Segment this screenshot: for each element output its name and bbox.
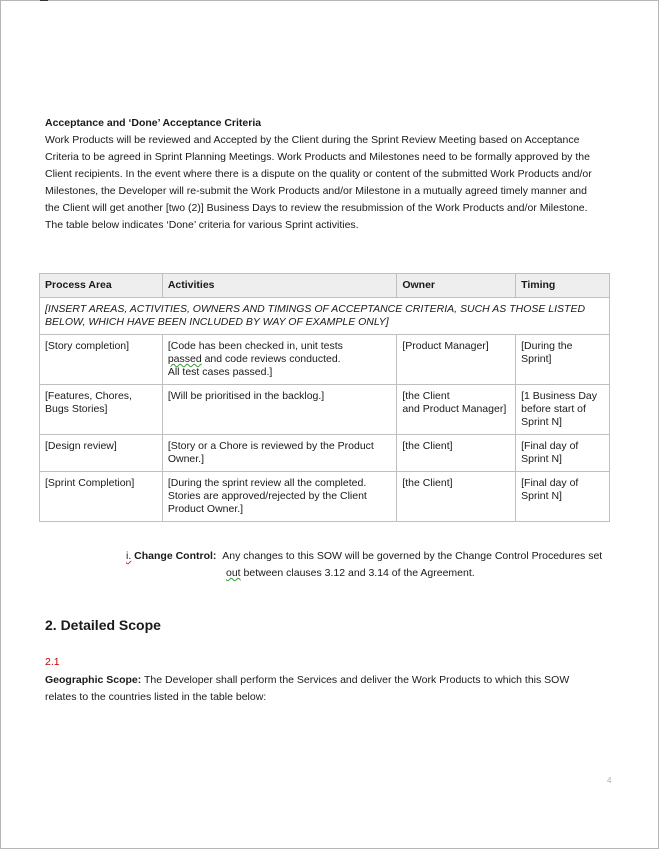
activities-cell [162,335,397,385]
cell-line: [During the [521,340,573,352]
table-header-row [40,274,610,298]
cell-line: [Story or a Chore is reviewed by the Product [167,440,374,452]
cell-line: Stories are approved/rejected by the Client [167,490,367,502]
acceptance-heading: Acceptance and ‘Done’ Acceptance Criteria [45,117,262,129]
area-cell: [Features, Chores, Bugs Stories] [40,385,163,435]
geographic-scope-label: Geographic Scope: [45,674,142,686]
geographic-scope-text: The Developer shall perform the Services and deliver the Work Products to which this SOW [141,674,570,686]
cell-line: [1 Business Day [521,390,597,402]
cell-line-rest: and code reviews conducted. [201,353,341,365]
subsection-number: 2.1 [45,656,60,668]
timing-cell [516,472,610,522]
table-row [40,335,610,385]
cell-line: [Will be prioritised in the backlog.] [167,390,325,402]
detailed-scope-heading: 2. Detailed Scope [45,617,161,633]
paragraph-line [45,672,605,689]
table-row [40,435,610,472]
area-cell: [Design review] [40,435,163,472]
timing-cell [516,385,610,435]
owner-cell [397,385,516,435]
change-control-text: Any changes to this SOW will be governed by the Change Control Procedures set [222,550,603,562]
corner-mark [40,0,48,1]
paragraph-line: relates to the countries listed in the table below: [45,691,267,703]
acceptance-paragraph [45,132,615,234]
cell-line: All test cases passed.] [167,366,273,378]
header-owner: Owner [397,274,516,298]
paragraph-line: Milestones, the Developer will re-submit the Work Products and/or Milestone in a mutually agreed timely manner and [45,185,587,197]
instruction-row [40,298,610,335]
done-criteria-table [39,273,610,522]
cell-line: [Final day of [521,440,579,452]
cell-line-marked: passed [167,353,202,365]
cell-line: Sprint N] [521,453,562,465]
activities-cell [162,435,397,472]
owner-cell [397,335,516,385]
change-control-line [126,548,616,565]
cell-line: Sprint N] [521,416,562,428]
header-process-area: Process Area [40,274,163,298]
cell-line: [the Client] [402,477,453,489]
table-row [40,472,610,522]
cell-line [168,353,392,366]
cell-line: Sprint N] [521,490,562,502]
owner-cell [397,472,516,522]
paragraph-line: Work Products will be reviewed and Accepted by the Client during the Sprint Review Meeting based on Acceptance [45,134,580,146]
area-cell: [Sprint Completion] [40,472,163,522]
acceptance-section [45,115,615,234]
table-row [40,385,610,435]
owner-cell [397,435,516,472]
cell-line: Product Owner.] [167,503,244,515]
change-control-rest: between clauses 3.12 and 3.14 of the Agreement. [240,567,475,579]
activities-cell [162,472,397,522]
change-control-marked: out [226,567,241,579]
geographic-scope-paragraph [45,672,605,706]
area-cell: [Story completion] [40,335,163,385]
cell-line: [Code has been checked in, unit tests [167,340,343,352]
timing-cell [516,335,610,385]
cell-line: [Product Manager] [402,340,489,352]
change-control-line [126,565,616,582]
cell-line: Sprint] [521,353,552,365]
paragraph-line: Criteria to be agreed in Sprint Planning Meetings. Work Products and Milestones need to be formally approved by the [45,151,590,163]
instruction-cell: [INSERT AREAS, ACTIVITIES, OWNERS AND TIMINGS OF ACCEPTANCE CRITERIA, SUCH AS THOSE LISTED BELOW, WHICH HAVE BEEN INCLUDED BY WAY OF EXAMPLE ONLY] [40,298,610,335]
cell-line: [the Client] [402,440,453,452]
header-activities: Activities [162,274,397,298]
paragraph-line: The table below indicates ‘Done’ criteria for various Sprint activities. [45,219,359,231]
cell-line: [During the sprint review all the completed. [167,477,367,489]
activities-cell [162,385,397,435]
page-number: 4 [607,776,612,785]
clause-marker: i. [126,550,132,562]
cell-line: [the Client [402,390,450,402]
paragraph-line: Client recipients. In the event where there is a dispute on the quality or content of the submitted Work Products and/or [45,168,592,180]
header-timing: Timing [516,274,610,298]
cell-line: and Product Manager] [402,403,507,415]
change-control-clause [126,548,616,582]
cell-line: Owner.] [167,453,204,465]
cell-line: [Final day of [521,477,579,489]
cell-line: before start of [521,403,586,415]
paragraph-line: the Client will get another [two (2)] Business Days to review the resubmission of the Work Products and/or Milestone. [45,202,588,214]
change-control-label: Change Control: [134,550,217,562]
timing-cell [516,435,610,472]
